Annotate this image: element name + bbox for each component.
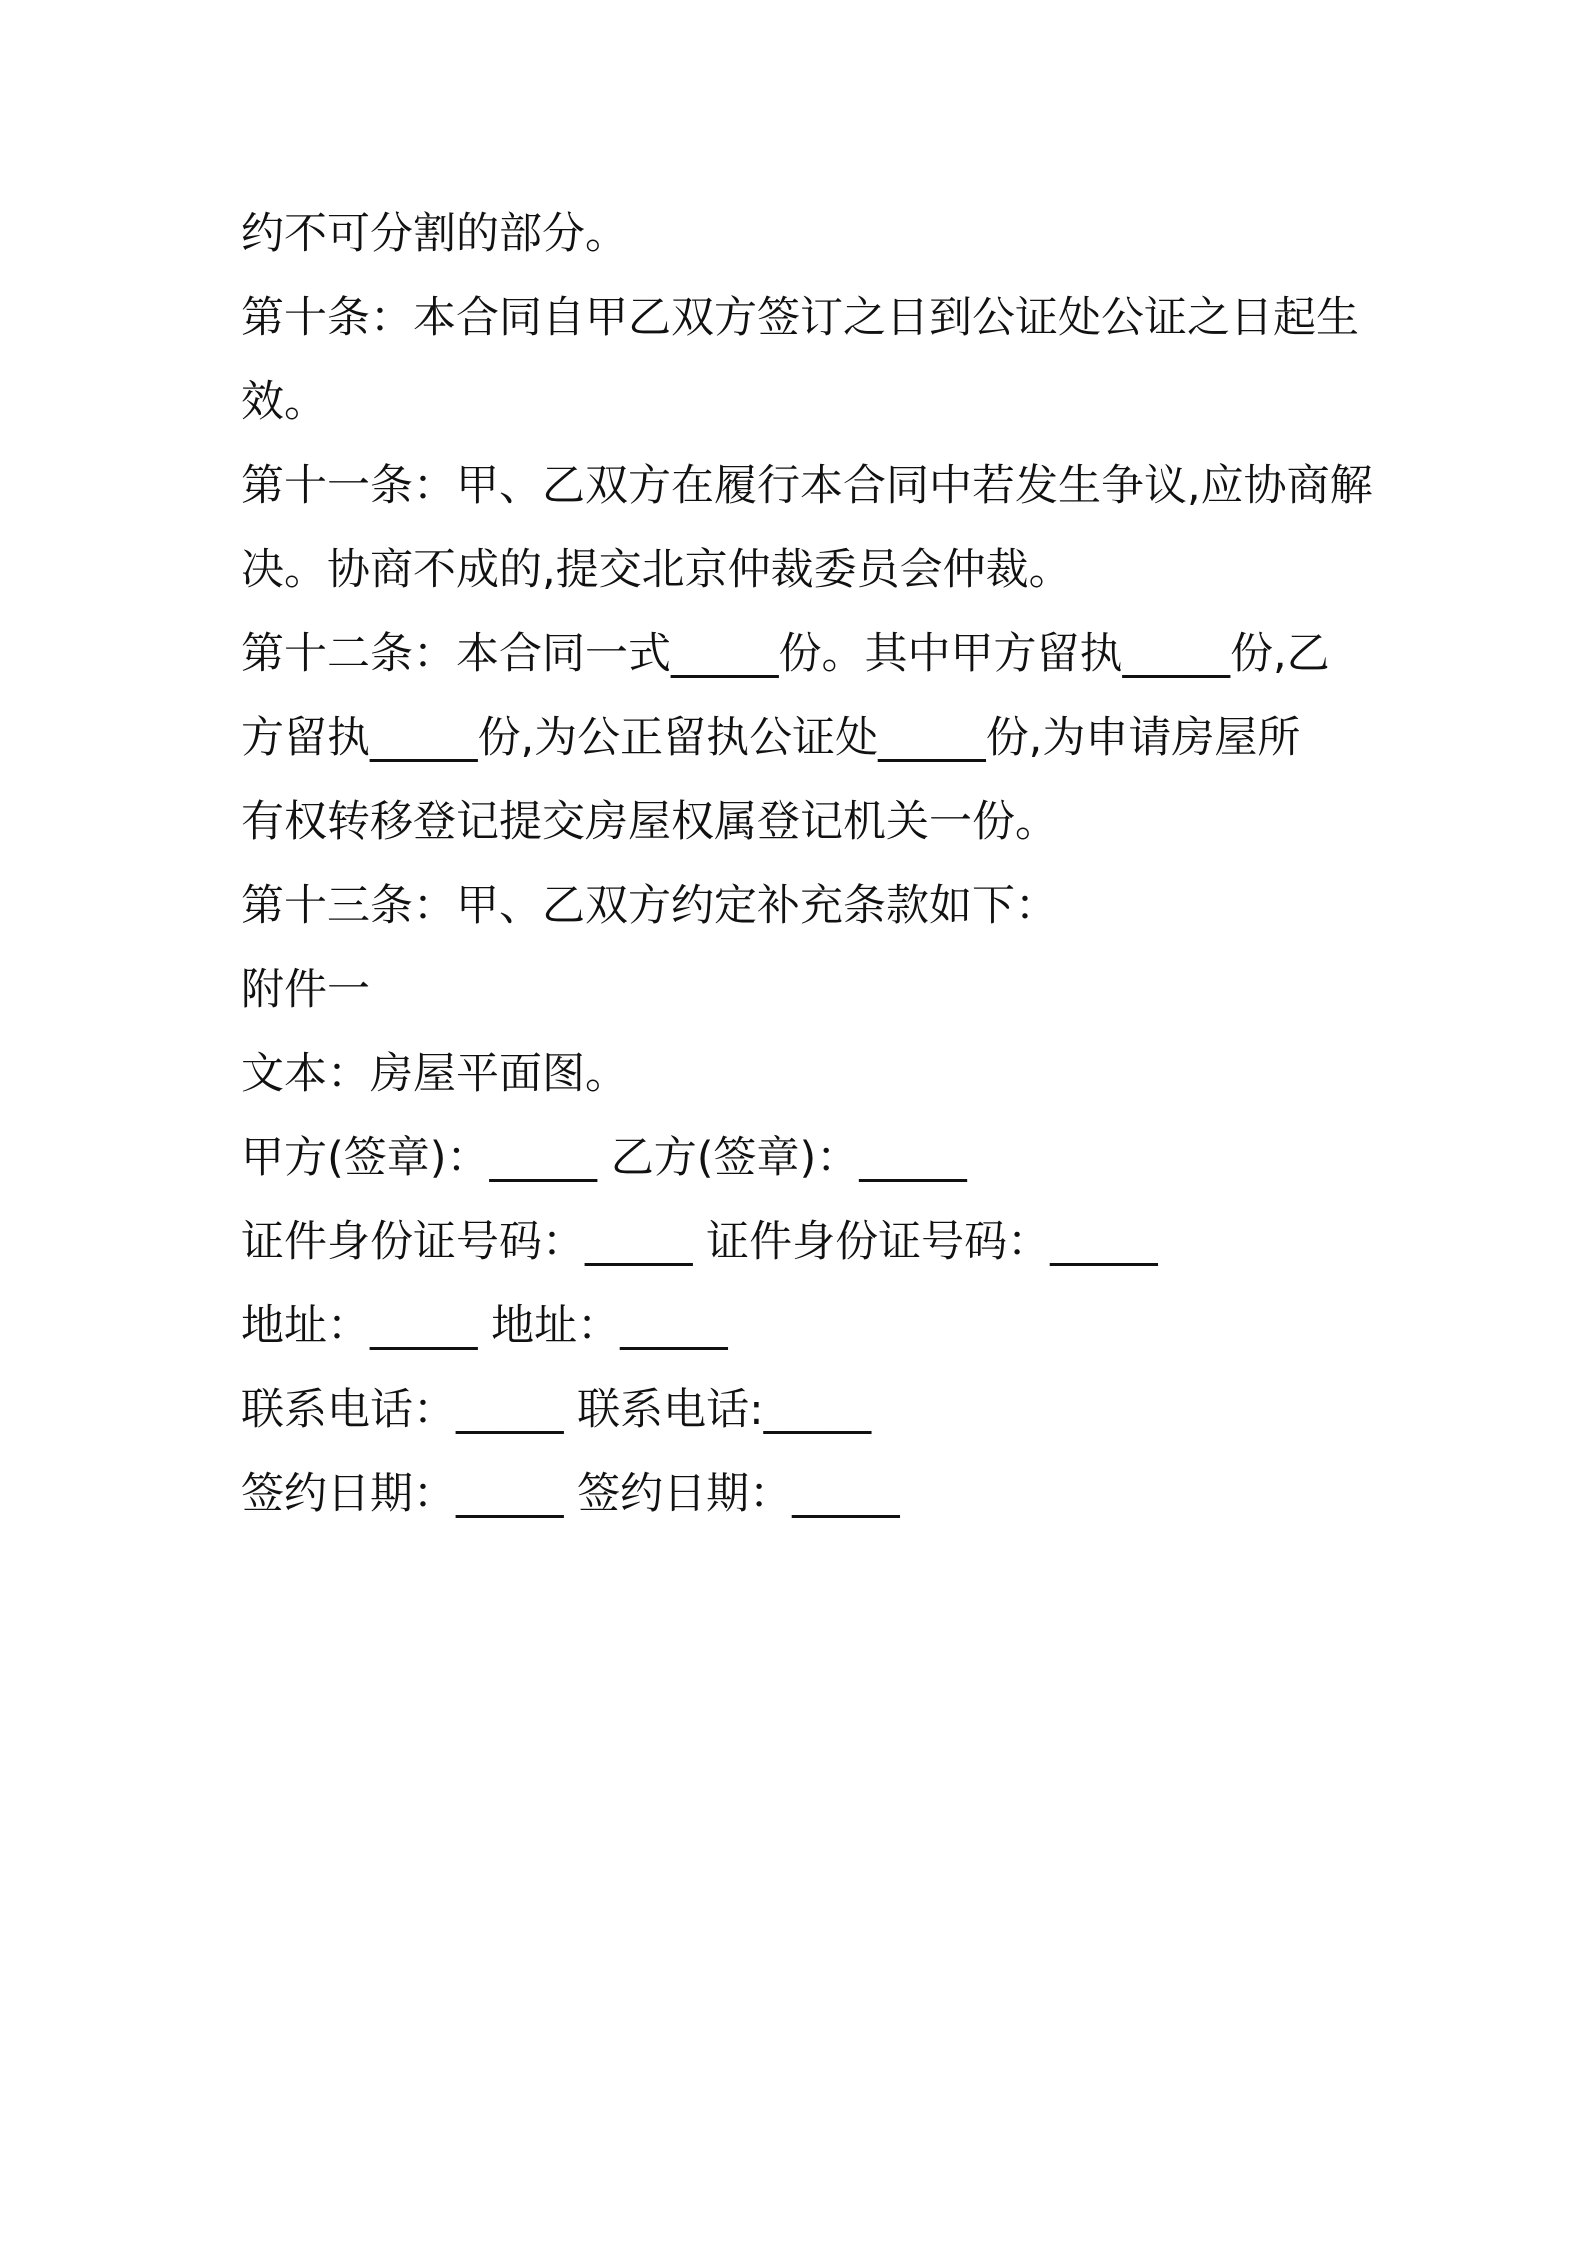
article-13-line: 第十三条：甲、乙双方约定补充条款如下： bbox=[241, 881, 1058, 931]
address-line: 地址：_____ 地址：_____ bbox=[241, 1301, 728, 1351]
text-line: 约不可分割的部分。 bbox=[241, 209, 628, 259]
article-11-line-1: 第十一条：甲、乙双方在履行本合同中若发生争议,应协商解 bbox=[241, 461, 1373, 511]
phone-line: 联系电话：_____ 联系电话:_____ bbox=[241, 1385, 872, 1435]
article-11-line-2: 决。协商不成的,提交北京仲裁委员会仲裁。 bbox=[241, 545, 1072, 595]
contract-text bbox=[241, 192, 1373, 1536]
id-number-line: 证件身份证号码：_____ 证件身份证号码：_____ bbox=[241, 1217, 1158, 1267]
attachment-text: 文本：房屋平面图。 bbox=[241, 1049, 628, 1099]
article-12-line-3: 有权转移登记提交房屋权属登记机关一份。 bbox=[241, 797, 1058, 847]
sign-date-line: 签约日期：_____ 签约日期：_____ bbox=[241, 1469, 900, 1519]
signature-line: 甲方(签章)：_____ 乙方(签章)：_____ bbox=[241, 1133, 967, 1183]
article-12-line-2: 方留执_____份,为公正留执公证处_____份,为申请房屋所 bbox=[241, 713, 1301, 763]
article-10-line-1: 第十条：本合同自甲乙双方签订之日到公证处公证之日起生 bbox=[241, 293, 1359, 343]
article-12-line-1: 第十二条：本合同一式_____份。其中甲方留执_____份,乙 bbox=[241, 629, 1330, 679]
article-10-line-2: 效。 bbox=[241, 377, 327, 427]
attachment-title: 附件一 bbox=[241, 965, 370, 1015]
